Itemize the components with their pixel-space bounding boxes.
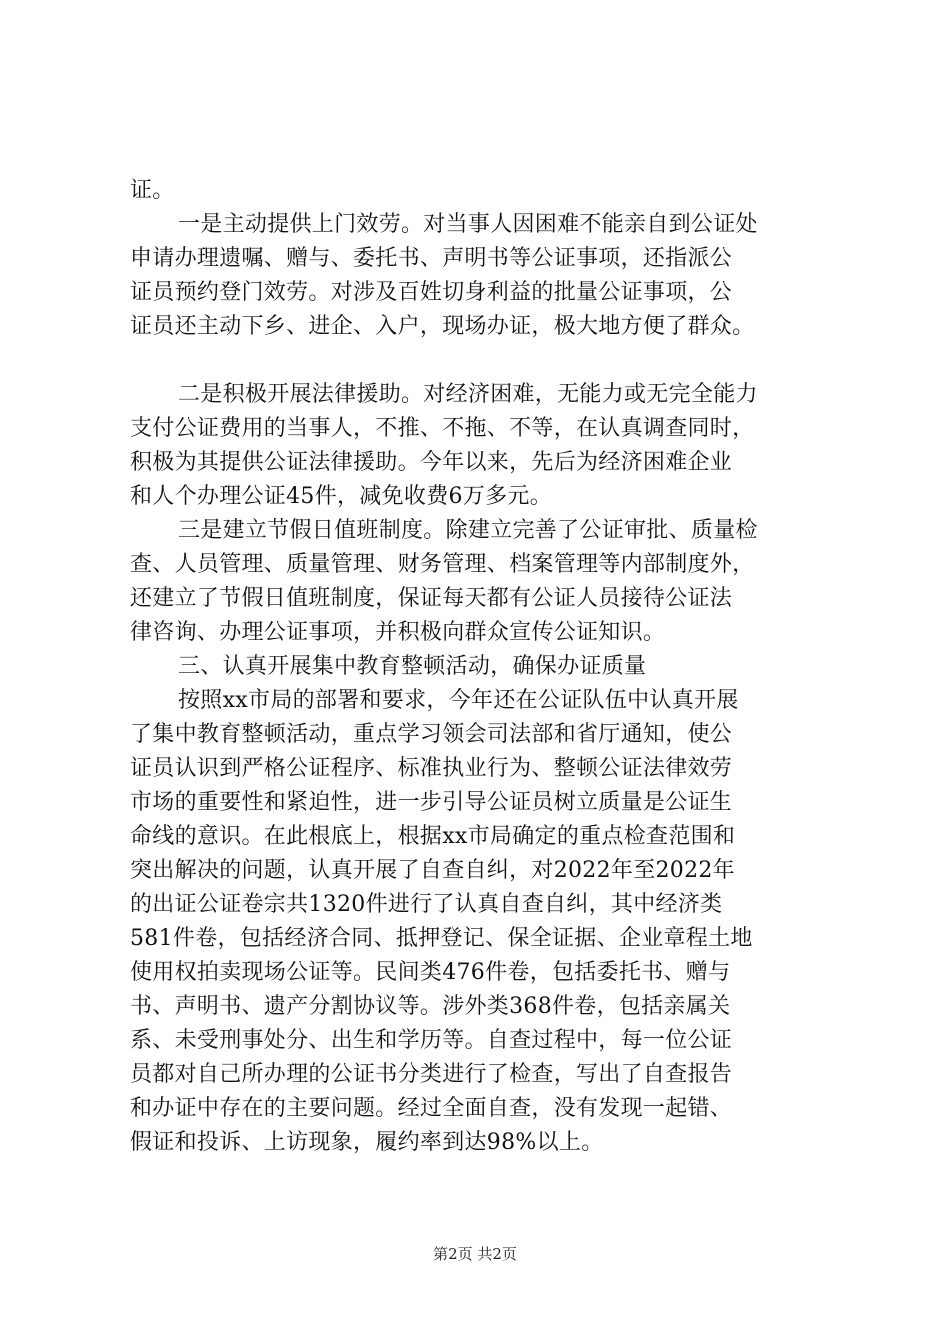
document-body	[130, 174, 850, 1160]
text-line: 命线的意识。在此根底上，根据xx市局确定的重点检查范围和	[130, 824, 736, 849]
text-line: 市场的重要性和紧迫性，进一步引导公证员树立质量是公证生	[130, 790, 733, 815]
text-line: 支付公证费用的当事人，不推、不拖、不等，在认真调查同时，	[130, 416, 755, 441]
text-line: 证员预约登门效劳。对涉及百姓切身利益的批量公证事项，公	[130, 280, 733, 305]
text-line: 申请办理遗嘱、赠与、委托书、声明书等公证事项，还指派公	[130, 246, 733, 271]
text-line: 二是积极开展法律援助。对经济困难，无能力或无完全能力	[178, 382, 758, 407]
text-line: 系、未受刑事处分、出生和学历等。自查过程中，每一位公证	[130, 1028, 733, 1053]
text-line: 突出解决的问题，认真开展了自查自纠，对2022年至2022年	[130, 858, 735, 883]
text-line: 581件卷，包括经济合同、抵押登记、保全证据、企业章程土地	[130, 926, 753, 951]
text-line: 证员还主动下乡、进企、入户，现场办证，极大地方便了群众。	[130, 314, 755, 339]
text-line: 查、人员管理、质量管理、财务管理、档案管理等内部制度外，	[130, 552, 755, 577]
page-number-footer: 第2页 共2页	[433, 1245, 517, 1263]
text-line: 律咨询、办理公证事项，并积极向群众宣传公证知识。	[130, 620, 666, 645]
text-line: 的出证公证卷宗共1320件进行了认真自查自纠，其中经济类	[130, 892, 723, 917]
text-line: 使用权拍卖现场公证等。民间类476件卷，包括委托书、赠与	[130, 960, 731, 985]
text-line: 和人个办理公证45件，减免收费6万多元。	[130, 484, 552, 509]
text-line: 一是主动提供上门效劳。对当事人因困难不能亲自到公证处	[178, 212, 758, 237]
text-line: 证。	[130, 178, 175, 203]
text-line: 了集中教育整顿活动，重点学习领会司法部和省厅通知，使公	[130, 722, 733, 747]
text-line: 三是建立节假日值班制度。除建立完善了公证审批、质量检	[178, 518, 758, 543]
text-line: 还建立了节假日值班制度，保证每天都有公证人员接待公证法	[130, 586, 733, 611]
section-heading: 三、认真开展集中教育整顿活动，确保办证质量	[178, 654, 647, 679]
text-line: 假证和投诉、上访现象，履约率到达98%以上。	[130, 1130, 604, 1155]
text-line: 按照xx市局的部署和要求，今年还在公证队伍中认真开展	[178, 688, 739, 713]
text-line: 证员认识到严格公证程序、标准执业行为、整顿公证法律效劳	[130, 756, 733, 781]
paragraph-gap	[130, 344, 850, 378]
text-line: 积极为其提供公证法律援助。今年以来，先后为经济困难企业	[130, 450, 733, 475]
text-line: 和办证中存在的主要问题。经过全面自查，没有发现一起错、	[130, 1096, 733, 1121]
text-line: 员都对自己所办理的公证书分类进行了检查，写出了自查报告	[130, 1062, 733, 1087]
text-line: 书、声明书、遗产分割协议等。涉外类368件卷，包括亲属关	[130, 994, 731, 1019]
